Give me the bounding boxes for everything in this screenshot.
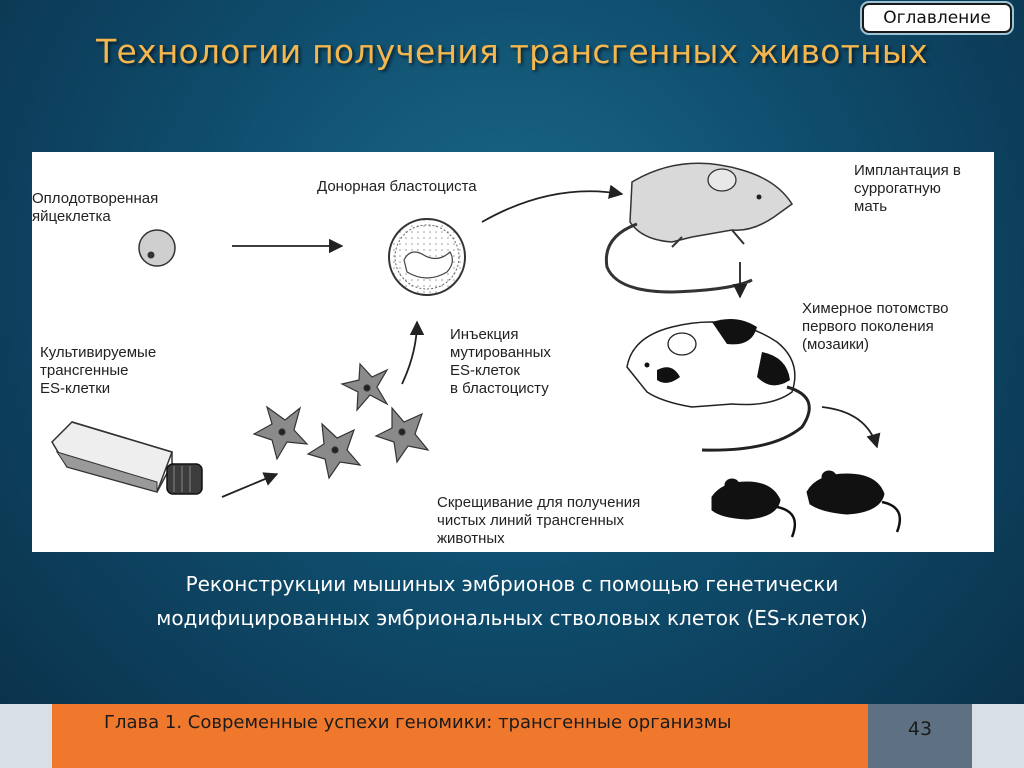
cultured-cells-label: Культивируемые трансгенные ES-клетки	[40, 344, 157, 397]
donor-blastocyst-label: Донорная бластоциста	[317, 178, 477, 195]
slide-title: Технологии получения трансгенных животных	[96, 32, 928, 71]
implantation-label: Имплантация в суррогатную мать	[854, 162, 961, 215]
transgenic-offspring-mice-icon	[712, 471, 900, 537]
injection-label: Инъекция мутированных ES-клеток в бластоцисту	[450, 326, 551, 397]
arrow-flask-to-cells	[222, 474, 277, 497]
fertilized-egg-label: Оплодотворенная яйцеклетка	[32, 190, 159, 225]
chimeric-mouse-icon	[627, 319, 809, 450]
fertilized-egg-icon	[139, 230, 175, 266]
arrow-chimera-to-offspring	[822, 407, 877, 447]
es-cells-icon	[254, 364, 428, 478]
page-number: 43	[907, 718, 933, 740]
culture-flask-icon	[52, 422, 202, 494]
transgenic-diagram	[32, 152, 994, 552]
table-of-contents-button[interactable]: Оглавление	[862, 3, 1012, 33]
arrow-blastocyst-to-mother	[482, 191, 622, 222]
crossing-label: Скрещивание для получения чистых линий трансгенных животных	[437, 494, 641, 547]
chapter-title: Глава 1. Современные успехи геномики: трансгенные организмы	[104, 712, 732, 733]
figure-caption: Реконструкции мышиных эмбрионов с помощью генетически модифицированных эмбриональных стволовых клеток (ES-клеток)	[156, 572, 868, 630]
blastocyst-icon	[389, 219, 465, 295]
arrow-cells-to-blastocyst	[402, 322, 417, 384]
surrogate-mother-mouse-icon	[606, 163, 792, 292]
chimeric-offspring-label: Химерное потомство первого поколения (мозаики)	[802, 300, 949, 353]
